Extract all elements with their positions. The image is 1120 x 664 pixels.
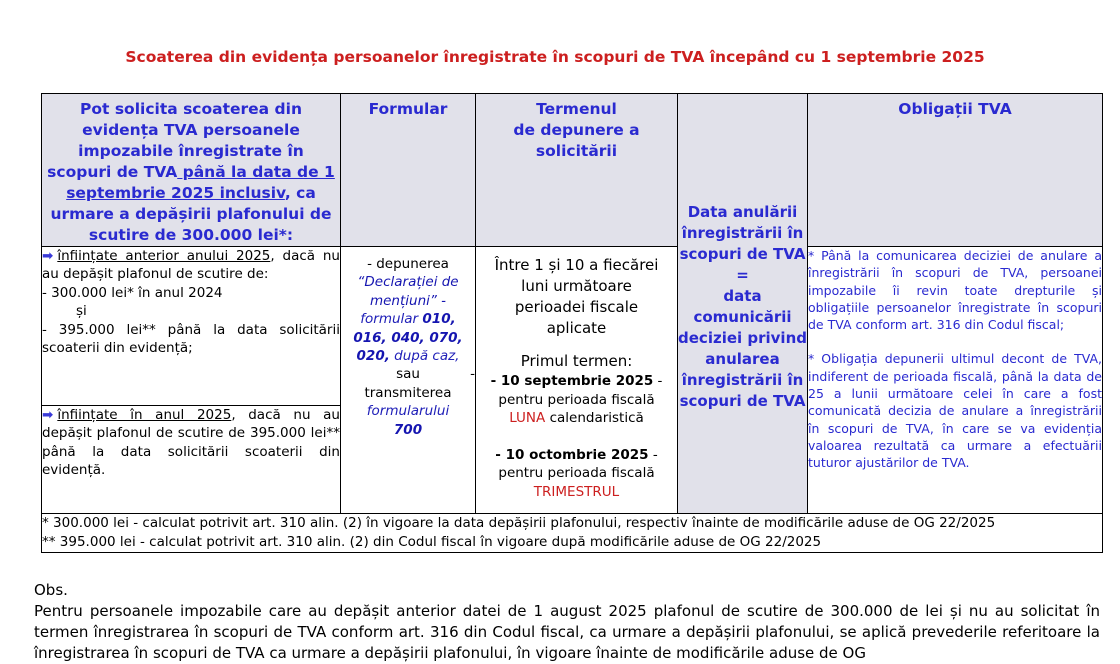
row-infiintate-anterior: ➡ înființate anterior anului 2025, dacă nu au depășit plafonul de scutire de: - 300.000 lei* în anul 2024 și - 395.000 lei** până la data solicitării scoaterii din evidență; <box>42 247 341 406</box>
arrow-right-icon: ➡ <box>42 248 54 264</box>
formular-cell: - depunerea “Declarației de mențiuni” - formular 010, 016, 040, 070, 020, după caz, sau - transmiterea formularului 700 <box>341 247 476 514</box>
footnotes: * 300.000 lei - calculat potrivit art. 310 alin. (2) în vigoare la data depășirii plafonului, respectiv înainte de modificările aduse de OG 22/2025 ** 395.000 lei - calculat potrivit art. 310 alin. (2) din Codul fiscal în vigoare după modificările aduse de OG 22/2025 <box>42 514 1103 553</box>
observation: Obs. Pentru persoanele impozabile care au depășit anterior datei de 1 august 2025 plafonul de scutire de 300.000 de lei și nu au solicitat în termen înregistrarea în scopuri de TVA conform art. 316 din Codul fiscal, ca urmare a depășirii plafonului, se aplică prevederile referitoare la înregistrarea în scopuri de TVA ca urmare a depășirii plafonului, în vigoare înainte de modificările aduse de OG <box>34 581 1100 662</box>
page-title: Scoaterea din evidența persoanelor înregistrate în scopuri de TVA începând cu 1 septembrie 2025 <box>125 48 985 66</box>
row-infiintate-2025: ➡ înființate în anul 2025, dacă nu au depășit plafonul de scutire de 395.000 lei** până la data solicitării scoaterii din evidență. <box>42 406 341 514</box>
termen-cell: Între 1 și 10 a fiecărei luni următoare perioadei fiscale aplicate Primul termen: - 10 septembrie 2025 - pentru perioada fiscală LUNA calendaristică - 10 octombrie 2025 - pentru perioada fiscală TRIMESTRUL <box>476 247 678 514</box>
obligatii-cell: * Până la comunicarea deciziei de anulare a înregistrării în scopuri de TVA, persoanei impozabile îi revin toate drepturile și obligațiile persoanelor înregistrate în scopuri de TVA conform art. 316 din Codul fiscal; * Obligația depunerii ultimul decont de TVA, indiferent de perioada fiscală, până la data de 25 a lunii următoare celei în care a fost comunicată decizia de anulare a înregistrării în scopuri de TVA, în care se va evidenția valoarea rezultată ca urmare a efectuării tuturor ajustărilor de TVA. <box>808 247 1103 514</box>
header-formular: Formular <box>341 94 476 247</box>
data-anulare-column: Data anulării înregistrării în scopuri de TVA = data comunicării deciziei privind anularea înregistrării în scopuri de TVA <box>678 94 808 514</box>
arrow-right-icon: ➡ <box>42 407 54 423</box>
header-eligible: Pot solicita scoaterea din evidența TVA persoanele impozabile înregistrate în scopuri de TVA până la data de 1 septembrie 2025 inclusiv, ca urmare a depășirii plafonului de scutire de 300.000 lei*: <box>42 94 341 247</box>
header-obligatii: Obligații TVA <box>808 94 1103 247</box>
tva-table <box>41 93 1103 553</box>
header-termen: Termenul de depunere a solicitării <box>476 94 678 247</box>
